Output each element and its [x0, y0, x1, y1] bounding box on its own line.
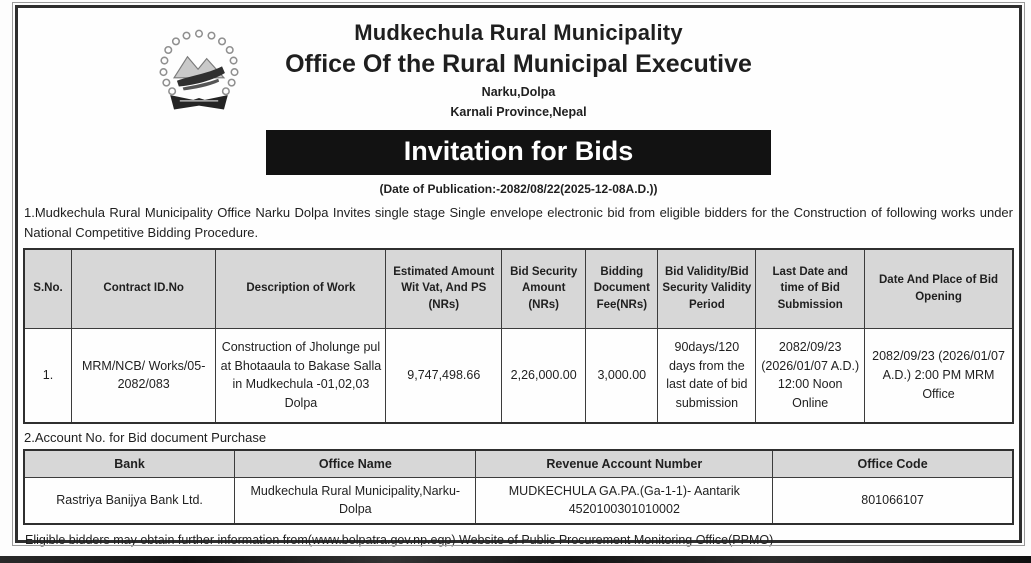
- cell-bank: Rastriya Banijya Bank Ltd.: [24, 478, 235, 524]
- photo-edge-strip: [0, 556, 1031, 563]
- header-validity-period: Bid Validity/Bid Security Validity Period: [658, 249, 756, 329]
- cell-description: Construction of Jholunge pul at Bhotaaula to Bakase Salla in Mudkechula -01,02,03 Dolpa: [216, 329, 386, 423]
- bids-table-row: [24, 329, 1013, 423]
- address-line-2: Karnali Province,Nepal: [450, 105, 587, 119]
- footer-info-line: [25, 533, 1014, 547]
- cell-opening-date: 2082/09/23 (2026/01/07 A.D.) 2:00 PM MRM Office: [865, 329, 1013, 423]
- cell-submission-deadline: 2082/09/23 (2026/01/07 A.D.) 12:00 Noon Online: [756, 329, 865, 423]
- header-estimated-amount: Estimated Amount Wit Vat, And PS (NRs): [386, 249, 502, 329]
- cell-sno: 1.: [24, 329, 71, 423]
- header-sno: S.No.: [24, 249, 71, 329]
- municipality-emblem-icon: [151, 26, 247, 122]
- cell-validity-period: 90days/120 days from the last date of bid submission: [658, 329, 756, 423]
- office-name: Office Of the Rural Municipal Executive: [285, 50, 752, 78]
- footer-text-prefix: Eligible bidders may obtain further information from(: [25, 532, 312, 547]
- account-table: [23, 449, 1014, 525]
- intro-paragraph: 1.Mudkechula Rural Municipality Office Narku Dolpa Invites single stage Single envelope electronic bid from eligible bidders for the Construction of following works under National Competitive Bidding Procedure.: [24, 205, 1013, 240]
- account-section-label: 2.Account No. for Bid document Purchase: [24, 429, 267, 445]
- cell-office-code: 801066107: [773, 478, 1013, 524]
- cell-contract-id: MRM/NCB/ Works/05-2082/083: [71, 329, 215, 423]
- cell-bid-security: 2,26,000.00: [502, 329, 586, 423]
- invitation-banner-title: Invitation for Bids: [266, 130, 771, 175]
- document-header: [23, 14, 1014, 119]
- address-line-1: Narku,Dolpa: [481, 85, 556, 99]
- document-page: [15, 5, 1022, 547]
- header-bank: Bank: [24, 450, 235, 478]
- header-description: Description of Work: [216, 249, 386, 329]
- organization-name: Mudkechula Rural Municipality: [354, 20, 683, 45]
- header-contract-id: Contract ID.No: [71, 249, 215, 329]
- header-opening-date: Date And Place of Bid Opening: [865, 249, 1013, 329]
- publication-date: (Date of Publication:-2082/08/22(2025-12-08A.D.)): [379, 182, 658, 196]
- header-office-name: Office Name: [235, 450, 476, 478]
- header-document-fee: Bidding Document Fee(NRs): [586, 249, 658, 329]
- cell-office-name: Mudkechula Rural Municipality,Narku-Dolpa: [235, 478, 476, 524]
- account-table-header-row: [24, 450, 1013, 478]
- cell-revenue-account: MUDKECHULA GA.PA.(Ga-1-1)- Aantarik 4520100301010002: [476, 478, 773, 524]
- cell-estimated-amount: 9,747,498.66: [386, 329, 502, 423]
- cell-document-fee: 3,000.00: [586, 329, 658, 423]
- account-table-row: [24, 478, 1013, 524]
- bids-table: [23, 248, 1014, 424]
- footer-text-suffix: ) Website of Public Procurement Monitoring Office(PPMO): [451, 532, 774, 547]
- header-revenue-account: Revenue Account Number: [476, 450, 773, 478]
- header-bid-security: Bid Security Amount (NRs): [502, 249, 586, 329]
- header-office-code: Office Code: [773, 450, 1013, 478]
- bolpatra-link[interactable]: www.bolpatra.gov.np.egp: [311, 532, 452, 547]
- bids-table-header-row: [24, 249, 1013, 329]
- header-submission-deadline: Last Date and time of Bid Submission: [756, 249, 865, 329]
